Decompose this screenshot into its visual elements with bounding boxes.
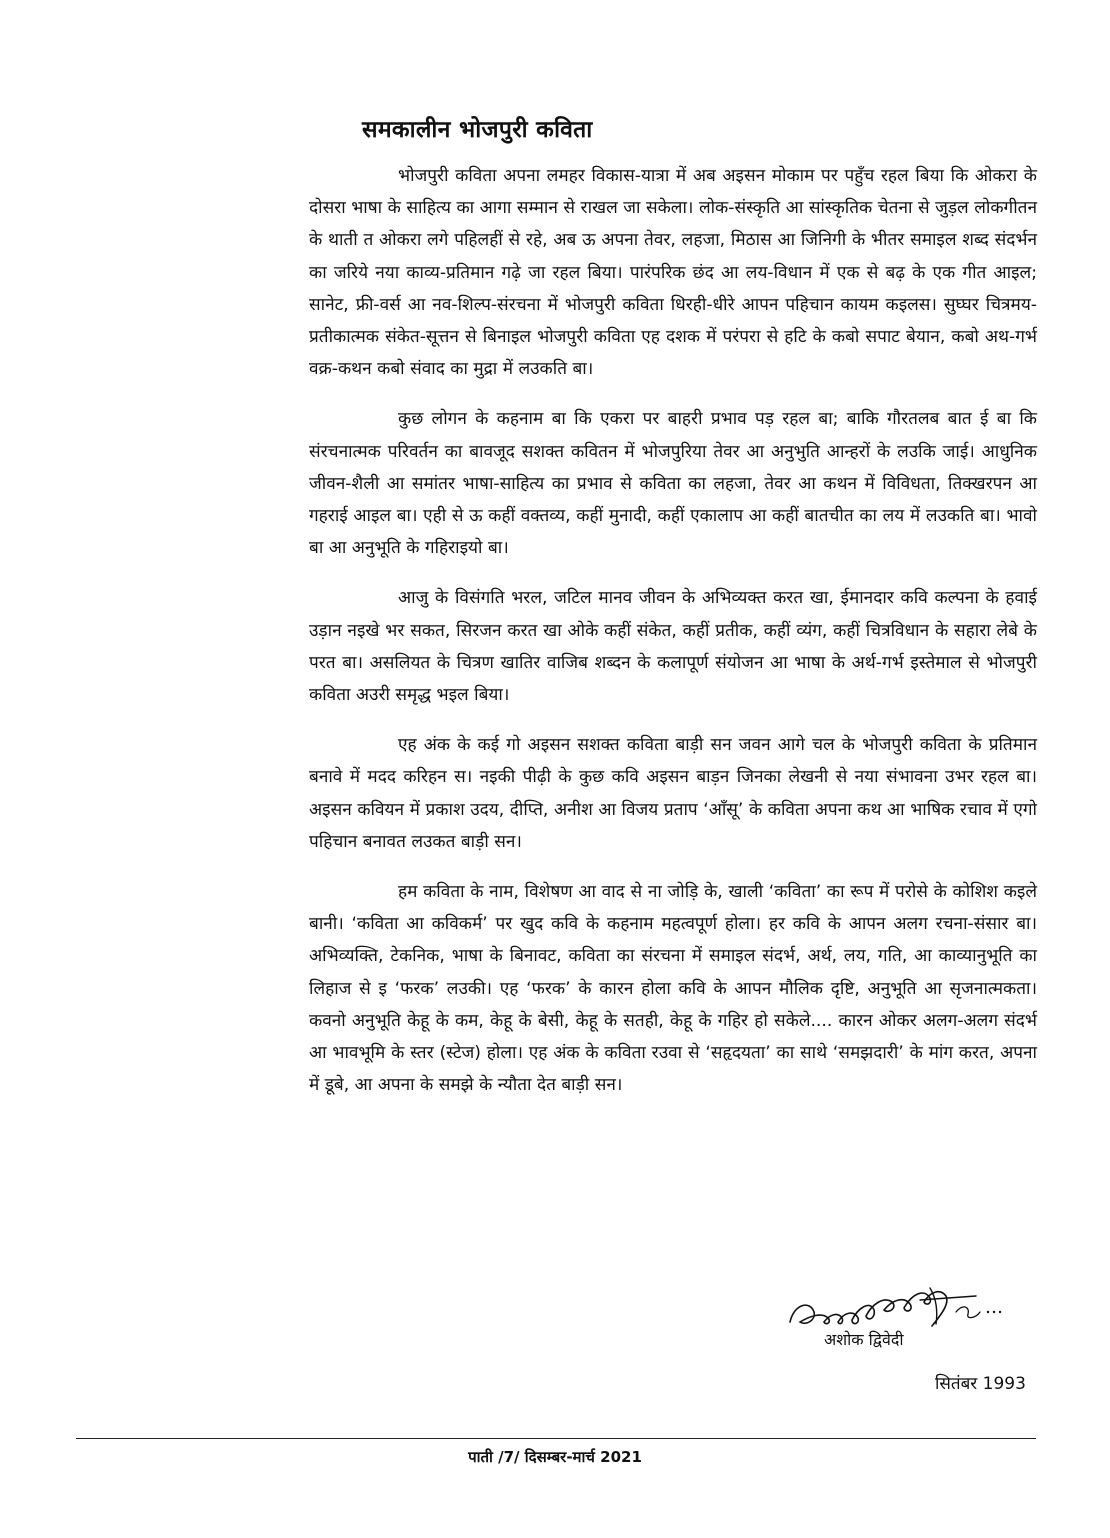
signature-block — [780, 1282, 1040, 1362]
paragraph-5: हम कविता के नाम, विशेषण आ वाद से ना जोड़ि के, खाली ‘कविता’ का रूप में परोसे के कोशिश कइले बानी। ‘कविता आ कविकर्म’ पर खुद कवि के कहनाम महत्वपूर्ण होला। हर कवि के आपन अलग रचना-संसार बा। अभिव्यक्ति, टेकनिक, भाषा के बिनावट, कविता का संरचना में समाइल संदर्भ, अर्थ, लय, गति, आ काव्यानुभूति का लिहाज से इ ‘फरक’ लउकी। एह ‘फरक’ के कारन होला कवि के आपन मौलिक दृष्टि, अनुभूति आ सृजनात्मकता। कवनो अनुभूति केहू के कम, केहू के बेसी, केहू के सतही, केहू के गहिर हो सकेले.... कारन ओकर अलग-अलग संदर्भ आ भावभूमि के स्तर (स्टेज) होला। एह अंक के कविता रउवा से ‘सहृदयता’ का साथे ‘समझदारी’ के मांग करत, अपना में डूबे, आ अपना के समझे के न्यौता देत बाड़ी सन। — [309, 882, 1037, 1096]
signer-name: अशोक द्विवेदी — [824, 1330, 904, 1349]
paragraph-2: कुछ लोगन के कहनाम बा कि एकरा पर बाहरी प्रभाव पड़ रहल बा; बाकि गौरतलब बात ई बा कि संरचनात्मक परिवर्तन का बावजूद सशक्त कवितन में भोजपुरिया तेवर आ अनुभुति आन्हरों के लउकि जाई। आधुनिक जीवन-शैली आ समांतर भाषा-साहित्य का प्रभाव से कविता का लहजा, तेवर आ कथन में विविधता, तिक्खरपन आ गहराई आइल बा। एही से ऊ कहीं वक्तव्य, कहीं मुनादी, कहीं एकालाप आ कहीं बातचीत का लय में लउकति बा। भावो बा आ अनुभूति के गहिराइयो बा। — [309, 409, 1037, 559]
date-line: सितंबर 1993 — [935, 1374, 1026, 1394]
paragraph-1: भोजपुरी कविता अपना लमहर विकास-यात्रा में अब अइसन मोकाम पर पहुँच रहल बिया कि ओकरा के दोसरा भाषा के साहित्य का आगा सम्मान से राखल जा सकेला। लोक-संस्कृति आ सांस्कृतिक चेतना से जुड़ल लोकगीतन के थाती त ओकरा लगे पहिलहीं से रहे, अब ऊ अपना तेवर, लहजा, मिठास आ जिनिगी के भीतर समाइल शब्द संदर्भन का जरिये नया काव्य-प्रतिमान गढ़े जा रहल बिया। पारंपरिक छंद आ लय-विधान में एक से बढ़ के एक गीत आइल; सानेट, फ्री-वर्स आ नव-शिल्प-संरचना में भोजपुरी कविता धिरही-धीरे आपन पहिचान कायम कइलस। सुघ्घर चित्रमय-प्रतीकात्मक संकेत-सूत्तन से बिनाइल भोजपुरी कविता एह दशक में परंपरा से हटि के कबो सपाट बेयान, कबो अथ-गर्भ वक्र-कथन कबो संवाद का मुद्रा में लउकति बा। — [309, 166, 1037, 380]
article-body — [309, 160, 1037, 1119]
handwritten-signature — [780, 1282, 1040, 1342]
paragraph-4: एह अंक के कई गो अइसन सशक्त कविता बाड़ी सन जवन आगे चल के भोजपुरी कविता के प्रतिमान बनावे में मदद करिहन स। नइकी पीढ़ी के कुछ कवि अइसन बाड़न जिनका लेखनी से नया संभावना उभर रहल बा। अइसन कवियन में प्रकाश उदय, दीप्ति, अनीश आ विजय प्रताप ‘आँसू’ के कविता अपना कथ आ भाषिक रचाव में एगो पहिचान बनावत लउकत बाड़ी सन। — [309, 735, 1037, 852]
paragraph-3: आजु के विसंगति भरल, जटिल मानव जीवन के अभिव्यक्त करत खा, ईमानदार कवि कल्पना के हवाई उड़ान नइखे भर सकत, सिरजन करत खा ओके कहीं संकेत, कहीं प्रतीक, कहीं व्यंग, कहीं चित्रविधान के सहारा लेबे के परत बा। असलियत के चित्रण खातिर वाजिब शब्दन के कलापूर्ण संयोजन आ भाषा के अर्थ-गर्भ इस्तेमाल से भोजपुरी कविता अउरी समृद्ध भइल बिया। — [309, 588, 1037, 706]
page-footer: पाती /7/ दिसम्बर-मार्च 2021 — [468, 1448, 642, 1466]
article-title: समकालीन भोजपुरी कविता — [362, 117, 593, 143]
footer-divider — [76, 1438, 1036, 1439]
